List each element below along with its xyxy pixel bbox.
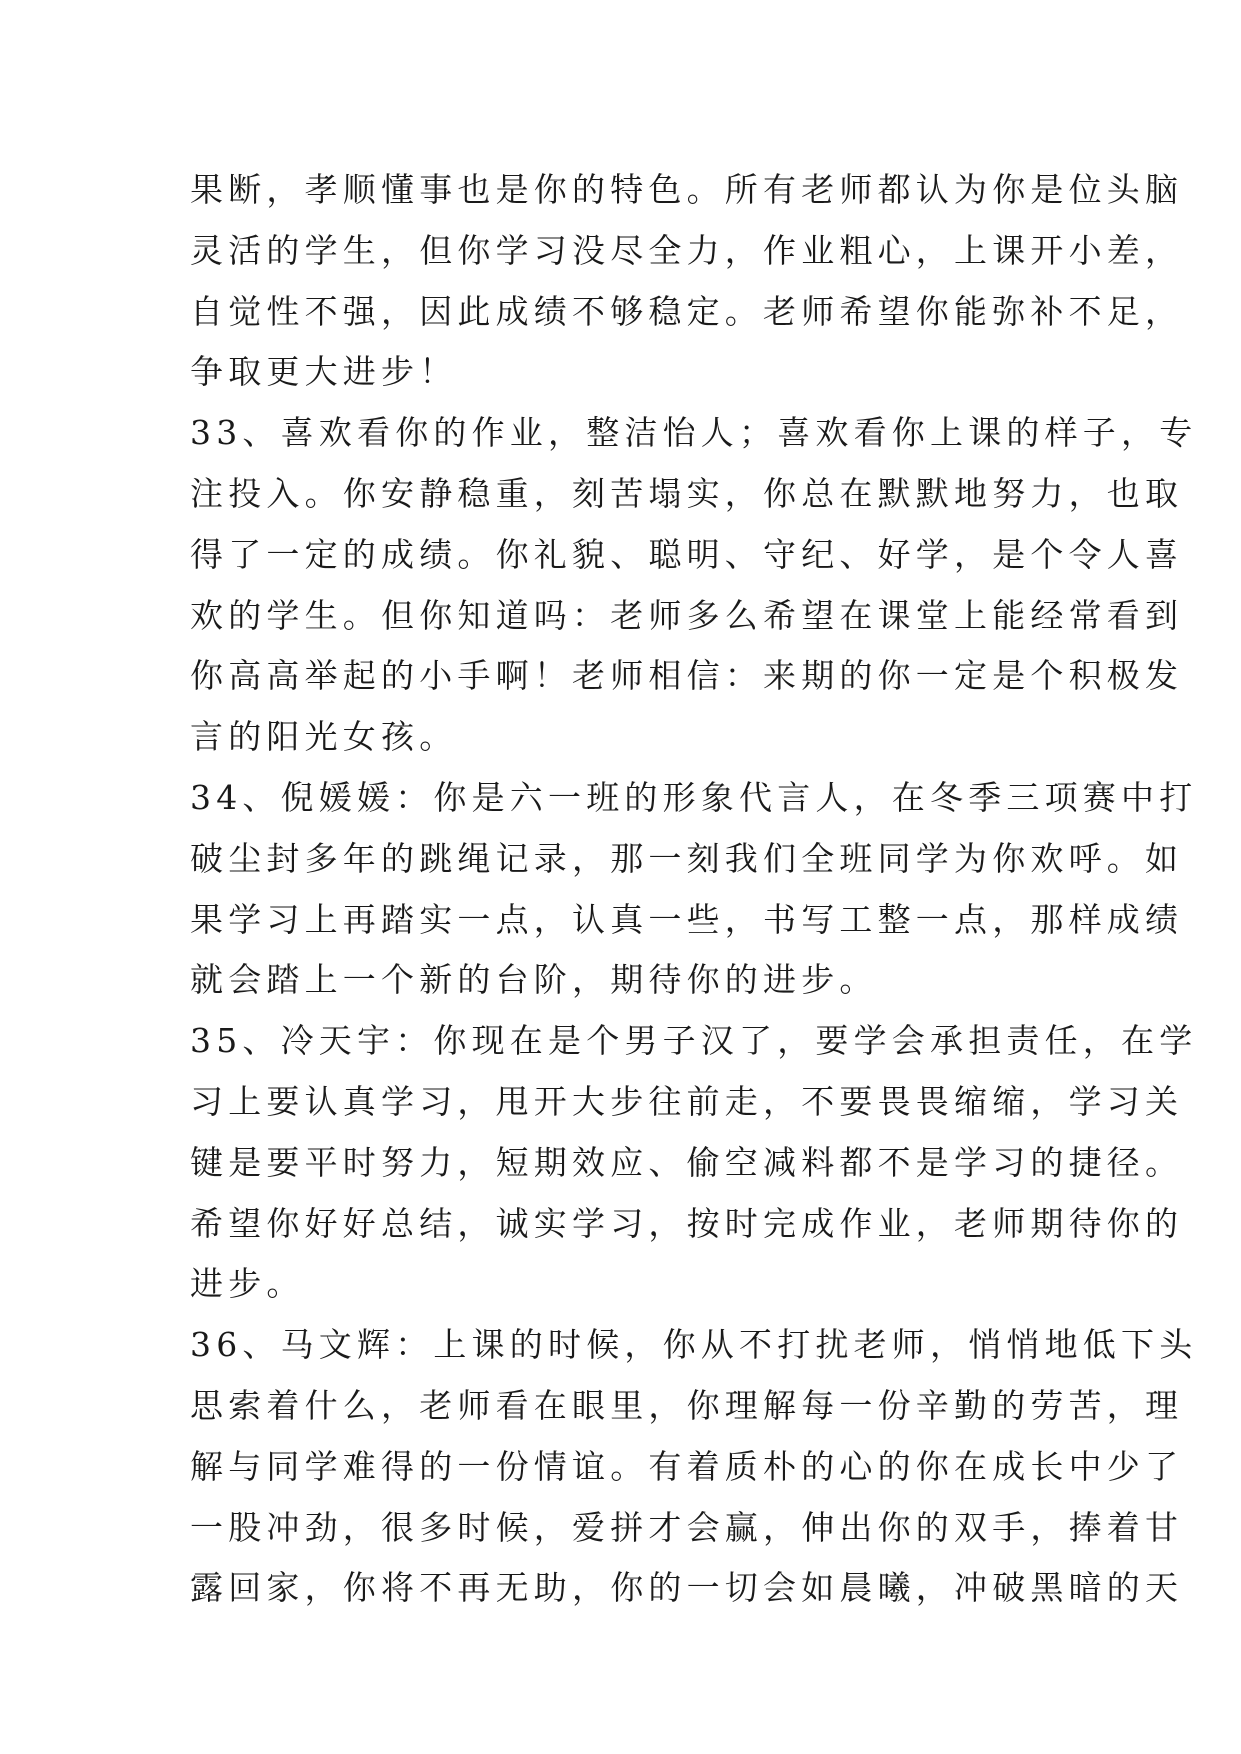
text-line: 露回家，你将不再无助，你的一切会如晨曦，冲破黑暗的天 (190, 1568, 1184, 1608)
text-line: 欢的学生。但你知道吗：老师多么希望在课堂上能经常看到 (190, 595, 1184, 635)
text-line: 果断，孝顺懂事也是你的特色。所有老师都认为你是位头脑 (190, 170, 1184, 209)
text-line: 进步。 (190, 1264, 305, 1304)
text-line: 一股冲劲，很多时候，爱拼才会赢，伸出你的双手，捧着甘 (190, 1507, 1184, 1547)
text-line: 灵活的学生，但你学习没尽全力，作业粗心，上课开小差， (190, 230, 1184, 270)
text-line: 自觉性不强，因此成绩不够稳定。老师希望你能弥补不足， (190, 291, 1184, 331)
text-line: 36、马文辉：上课的时候，你从不打扰老师，悄悄地低下头 (190, 1325, 1198, 1365)
text-line: 34、倪媛媛：你是六一班的形象代言人，在冬季三项赛中打 (190, 777, 1198, 817)
text-line: 解与同学难得的一份情谊。有着质朴的心的你在成长中少了 (190, 1446, 1184, 1486)
text-line: 果学习上再踏实一点，认真一些，书写工整一点，那样成绩 (190, 899, 1184, 939)
text-line: 注投入。你安静稳重，刻苦塌实，你总在默默地努力，也取 (190, 473, 1184, 513)
text-line: 得了一定的成绩。你礼貌、聪明、守纪、好学，是个令人喜 (190, 534, 1184, 574)
text-line: 破尘封多年的跳绳记录，那一刻我们全班同学为你欢呼。如 (190, 838, 1184, 878)
text-line: 就会踏上一个新的台阶，期待你的进步。 (190, 960, 878, 1000)
body-text (190, 160, 1198, 1619)
text-line: 言的阳光女孩。 (190, 717, 458, 757)
text-line: 希望你好好总结，诚实学习，按时完成作业，老师期待你的 (190, 1203, 1184, 1243)
text-line: 争取更大进步！ (190, 352, 458, 392)
text-line: 键是要平时努力，短期效应、偷空减料都不是学习的捷径。 (190, 1142, 1184, 1182)
text-line: 33、喜欢看你的作业，整洁怡人；喜欢看你上课的样子，专 (190, 413, 1198, 453)
text-line: 习上要认真学习，甩开大步往前走，不要畏畏缩缩，学习关 (190, 1081, 1184, 1121)
text-line: 思索着什么，老师看在眼里，你理解每一份辛勤的劳苦，理 (190, 1385, 1184, 1425)
text-line: 35、冷天宇：你现在是个男子汉了，要学会承担责任，在学 (190, 1021, 1198, 1061)
text-line: 你高高举起的小手啊！老师相信：来期的你一定是个积极发 (190, 656, 1184, 696)
